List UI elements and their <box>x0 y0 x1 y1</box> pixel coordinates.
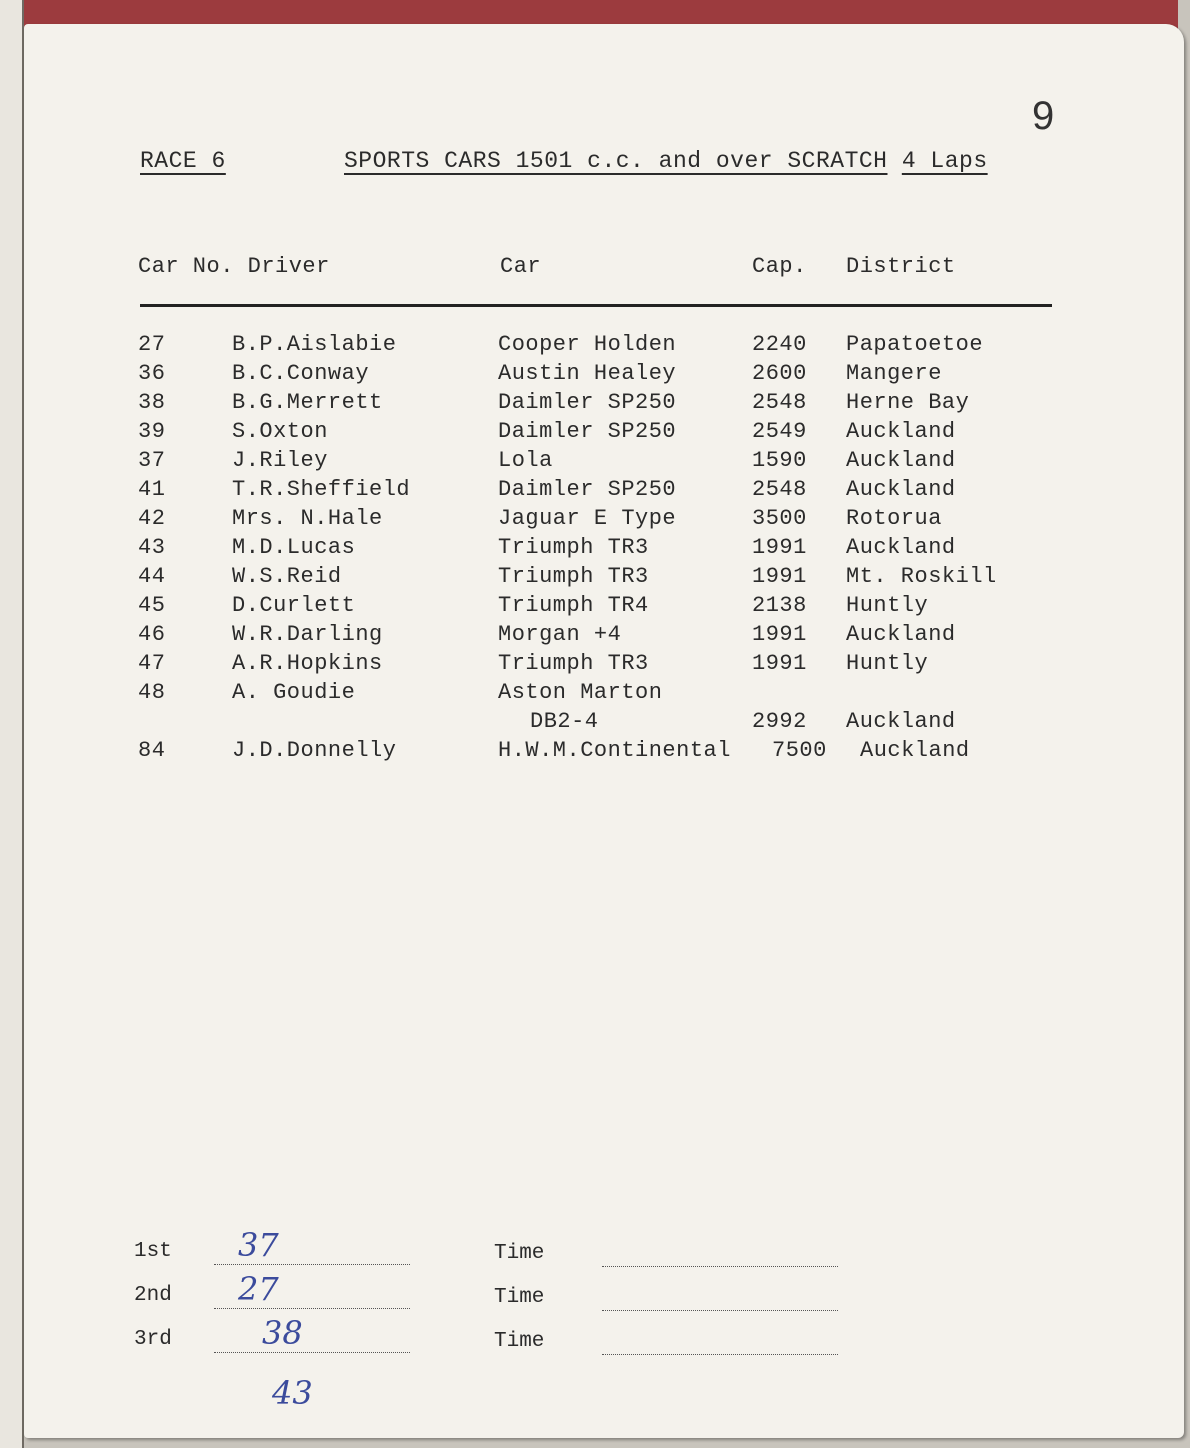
district: Auckland <box>846 622 956 647</box>
time-label: Time <box>494 1330 545 1353</box>
engine-capacity: 3500 <box>752 506 807 531</box>
driver-name: D.Curlett <box>232 593 356 618</box>
engine-capacity: 1991 <box>752 564 807 589</box>
car-model: Triumph TR3 <box>498 564 649 589</box>
result-dotted-line <box>214 1352 410 1353</box>
car-number: 48 <box>138 680 166 705</box>
place-label: 3rd <box>134 1328 172 1351</box>
engine-capacity: 1991 <box>752 651 807 676</box>
page-number: 9 <box>1032 94 1055 138</box>
entry-row <box>24 738 1124 767</box>
result-dotted-line <box>214 1308 410 1309</box>
entry-row <box>24 419 1124 448</box>
result-row-third <box>24 1314 1124 1366</box>
results-section <box>24 1226 1124 1366</box>
engine-capacity: 2240 <box>752 332 807 357</box>
handwritten-result: 27 <box>238 1270 279 1308</box>
time-label: Time <box>494 1242 545 1265</box>
result-dotted-line <box>214 1264 410 1265</box>
district: Huntly <box>846 651 929 676</box>
race-title-main: SPORTS CARS 1501 c.c. and over SCRATCH <box>344 148 888 174</box>
entry-row <box>24 361 1124 390</box>
entry-row <box>24 535 1124 564</box>
facing-page-edge <box>0 0 24 1448</box>
time-dotted-line <box>602 1354 838 1355</box>
engine-capacity: 7500 <box>772 738 827 763</box>
driver-name: W.S.Reid <box>232 564 342 589</box>
car-model: Daimler SP250 <box>498 419 677 444</box>
driver-name: B.C.Conway <box>232 361 370 386</box>
car-number: 39 <box>138 419 166 444</box>
time-dotted-line <box>602 1266 838 1267</box>
driver-name: A.R.Hopkins <box>232 651 383 676</box>
car-model: Jaguar E Type <box>498 506 677 531</box>
car-model: Morgan +4 <box>498 622 622 647</box>
car-model: Cooper Holden <box>498 332 677 357</box>
race-title <box>344 148 988 174</box>
car-number: 45 <box>138 593 166 618</box>
engine-capacity: 2548 <box>752 477 807 502</box>
time-dotted-line <box>602 1310 838 1311</box>
entry-row <box>24 448 1124 477</box>
result-row-second <box>24 1270 1124 1322</box>
district: Mangere <box>846 361 942 386</box>
header-rule <box>140 304 1052 307</box>
engine-capacity: 1991 <box>752 622 807 647</box>
car-number: 38 <box>138 390 166 415</box>
race-title-laps: 4 Laps <box>901 148 988 174</box>
time-label: Time <box>494 1286 545 1309</box>
car-number: 36 <box>138 361 166 386</box>
driver-name: B.P.Aislabie <box>232 332 397 357</box>
column-header-district: District <box>846 254 956 279</box>
car-model: Triumph TR3 <box>498 651 649 676</box>
car-model: Daimler SP250 <box>498 390 677 415</box>
entry-row <box>24 651 1124 680</box>
car-model: Lola <box>498 448 553 473</box>
driver-name: B.G.Merrett <box>232 390 383 415</box>
entry-row <box>24 680 1124 738</box>
column-header-cap: Cap. <box>752 254 807 279</box>
column-header-car-no-driver: Car No. Driver <box>138 254 330 279</box>
car-model: H.W.M.Continental <box>498 738 731 763</box>
car-number: 27 <box>138 332 166 357</box>
district: Papatoetoe <box>846 332 984 357</box>
engine-capacity: 2600 <box>752 361 807 386</box>
driver-name: Mrs. N.Hale <box>232 506 383 531</box>
car-number: 47 <box>138 651 166 676</box>
car-number: 41 <box>138 477 166 502</box>
car-number: 44 <box>138 564 166 589</box>
entry-row <box>24 390 1124 419</box>
entry-row <box>24 564 1124 593</box>
race-label: RACE 6 <box>140 148 226 174</box>
handwritten-result: 37 <box>238 1226 279 1264</box>
driver-name: M.D.Lucas <box>232 535 356 560</box>
car-model: Triumph TR4 <box>498 593 649 618</box>
driver-name: S.Oxton <box>232 419 328 444</box>
car-number: 42 <box>138 506 166 531</box>
engine-capacity: 2992 <box>752 709 807 734</box>
driver-name: J.D.Donnelly <box>232 738 397 763</box>
entry-list <box>24 332 1124 767</box>
car-number: 37 <box>138 448 166 473</box>
district: Auckland <box>846 419 956 444</box>
entry-row <box>24 622 1124 651</box>
entry-row <box>24 593 1124 622</box>
engine-capacity: 1991 <box>752 535 807 560</box>
programme-page <box>24 24 1184 1438</box>
place-label: 1st <box>134 1240 172 1263</box>
car-model: Daimler SP250 <box>498 477 677 502</box>
column-header-car: Car <box>500 254 542 279</box>
car-model-line2: DB2-4 <box>530 709 599 734</box>
car-number: 46 <box>138 622 166 647</box>
engine-capacity: 2549 <box>752 419 807 444</box>
driver-name: A. Goudie <box>232 680 356 705</box>
car-model: Triumph TR3 <box>498 535 649 560</box>
district: Herne Bay <box>846 390 970 415</box>
district: Auckland <box>846 709 956 734</box>
handwritten-result: 38 <box>262 1314 303 1352</box>
car-number: 43 <box>138 535 166 560</box>
entry-row <box>24 477 1124 506</box>
result-row-first <box>24 1226 1124 1278</box>
entry-row <box>24 506 1124 535</box>
district: Auckland <box>846 448 956 473</box>
engine-capacity: 2548 <box>752 390 807 415</box>
district: Rotorua <box>846 506 942 531</box>
driver-name: T.R.Sheffield <box>232 477 411 502</box>
district: Auckland <box>846 477 956 502</box>
driver-name: J.Riley <box>232 448 328 473</box>
place-label: 2nd <box>134 1284 172 1307</box>
entry-row <box>24 332 1124 361</box>
car-model: Austin Healey <box>498 361 677 386</box>
district: Auckland <box>860 738 970 763</box>
car-number: 84 <box>138 738 166 763</box>
engine-capacity: 2138 <box>752 593 807 618</box>
district: Huntly <box>846 593 929 618</box>
car-model: Aston Marton <box>498 680 663 705</box>
district: Auckland <box>846 535 956 560</box>
driver-name: W.R.Darling <box>232 622 383 647</box>
engine-capacity: 1590 <box>752 448 807 473</box>
district: Mt. Roskill <box>846 564 997 589</box>
handwritten-result-extra: 43 <box>272 1374 313 1412</box>
